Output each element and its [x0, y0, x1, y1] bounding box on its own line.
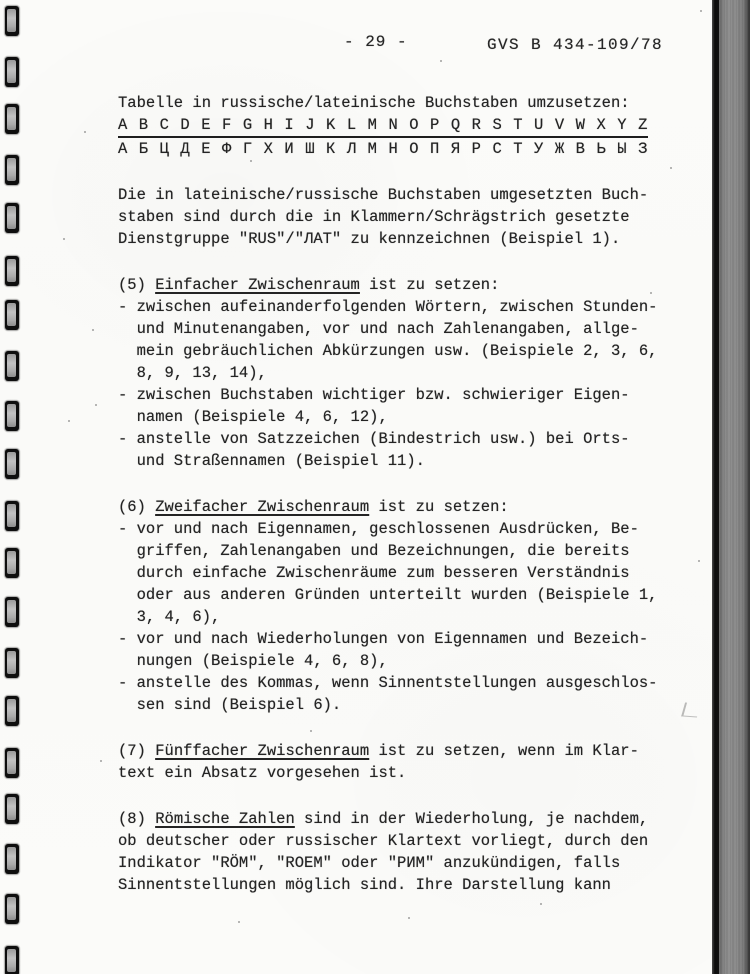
text-segment: griffen, Zahlenangaben und Bezeichnungen, die bereits — [118, 542, 630, 560]
text-segment: (6) — [118, 498, 156, 516]
binding-hole — [5, 6, 19, 36]
underlined-term: Zweifacher Zwischenraum — [155, 498, 370, 516]
scan-speck — [440, 60, 442, 62]
cyrillic-alphabet-row: А Б Ц Д Е Ф Г Х И Ш К Л М Н О П Я Р С Т У Ж В Ь Ы З — [118, 140, 649, 158]
scan-speck — [68, 420, 70, 422]
text-line — [118, 628, 678, 650]
text-segment: 8, 9, 13, 14), — [118, 364, 267, 382]
text-segment: Indikator "RÖM", "ROEM" oder "РИМ" anzukündigen, falls — [118, 854, 621, 872]
text-segment: (5) — [118, 276, 156, 294]
text-segment: Dienstgruppe "RUS"/"ЛАТ" zu kennzeichnen (Beispiel 1). — [118, 230, 621, 248]
scan-speck — [698, 560, 700, 562]
binding-hole — [5, 57, 19, 87]
binding-hole — [5, 794, 19, 824]
binding-hole — [5, 597, 19, 627]
scan-speck — [92, 329, 94, 331]
text-segment: Sinnentstellungen möglich sind. Ihre Darstellung kann — [118, 876, 611, 894]
text-line — [118, 650, 678, 672]
binding-hole — [5, 501, 19, 531]
text-line — [118, 496, 678, 518]
paragraphs-container — [118, 184, 678, 896]
text-segment: text ein Absatz vorgesehen ist. — [118, 764, 407, 782]
text-segment: Die in lateinische/russische Buchstaben umgesetzten Buch- — [118, 186, 649, 204]
binding-hole — [5, 548, 19, 578]
document-body — [118, 92, 678, 920]
text-line — [118, 762, 678, 784]
text-line — [118, 296, 678, 318]
text-segment: - anstelle des Kommas, wenn Sinnentstellungen ausgeschlos- — [118, 674, 658, 692]
text-line — [118, 228, 678, 250]
scan-edge-shadow — [712, 0, 719, 974]
binding-hole — [5, 449, 19, 479]
text-segment: und Minutenangaben, vor und nach Zahlenangaben, allge- — [118, 320, 639, 338]
page-number: - 29 - — [344, 33, 408, 51]
text-segment: (8) — [118, 810, 156, 828]
text-segment: - anstelle von Satzzeichen (Bindestrich usw.) bei Orts- — [118, 430, 630, 448]
binding-hole — [5, 696, 19, 726]
text-segment: durch einfache Zwischenräume zum besseren Verständnis — [118, 564, 630, 582]
binding-hole — [5, 351, 19, 381]
text-line — [118, 874, 678, 896]
text-segment: mein gebräuchlichen Abkürzungen usw. (Beispiele 2, 3, 6, — [118, 342, 658, 360]
intro-paragraph — [118, 184, 678, 250]
text-line — [118, 362, 678, 384]
text-line — [118, 740, 678, 762]
text-line — [118, 830, 678, 852]
text-segment: - zwischen Buchstaben wichtiger bzw. schwieriger Eigen- — [118, 386, 630, 404]
ink-smudge — [681, 702, 701, 717]
text-segment: - zwischen aufeinanderfolgenden Wörtern, zwischen Stunden- — [118, 298, 658, 316]
binding-hole — [5, 648, 19, 678]
text-line — [118, 318, 678, 340]
section-7 — [118, 740, 678, 784]
binding-hole — [5, 155, 19, 185]
binding-hole — [5, 748, 19, 778]
text-line — [118, 406, 678, 428]
scan-speck — [650, 292, 652, 294]
text-line — [118, 274, 678, 296]
scan-speck — [238, 921, 240, 923]
text-segment: oder aus anderen Gründen unterteilt wurden (Beispiele 1, — [118, 586, 658, 604]
scan-speck — [63, 238, 65, 240]
text-segment: 3, 4, 6), — [118, 608, 221, 626]
scan-speck — [540, 903, 542, 905]
binding-hole — [5, 844, 19, 874]
text-segment: - vor und nach Wiederholungen von Eigennamen und Bezeich- — [118, 630, 649, 648]
text-segment: ist zu setzen: — [369, 498, 509, 516]
latin-alphabet-row: A B C D E F G H I J K L M N O P Q R S T U V W X Y Z — [118, 114, 678, 138]
text-segment: ist zu setzen, wenn im Klar- — [369, 742, 639, 760]
transliteration-table — [118, 92, 678, 160]
scan-speck — [100, 760, 102, 762]
text-line — [118, 518, 678, 540]
underlined-term: Einfacher Zwischenraum — [155, 276, 360, 294]
section-8 — [118, 808, 678, 896]
text-line — [118, 206, 678, 228]
text-segment: (7) — [118, 742, 156, 760]
text-segment: namen (Beispiele 4, 6, 12), — [118, 408, 388, 426]
text-line — [118, 540, 678, 562]
text-line — [118, 606, 678, 628]
binding-hole — [5, 256, 19, 286]
binding-hole — [5, 894, 19, 924]
text-line — [118, 694, 678, 716]
binding-hole — [5, 946, 19, 974]
text-line — [118, 340, 678, 362]
binding-hole — [5, 401, 19, 431]
text-segment: nungen (Beispiele 4, 6, 8), — [118, 652, 388, 670]
scan-book-edge-band — [719, 0, 750, 974]
text-segment: - vor und nach Eigennamen, geschlossenen Ausdrücken, Be- — [118, 520, 639, 538]
text-line — [118, 428, 678, 450]
scan-speck — [670, 167, 672, 169]
text-line — [118, 808, 678, 830]
text-segment: sen sind (Beispiel 6). — [118, 696, 342, 714]
binding-hole — [5, 300, 19, 330]
scan-speck — [250, 160, 252, 162]
binding-hole — [5, 203, 19, 233]
text-segment: sind in der Wiederholung, je nachdem, — [294, 810, 649, 828]
document-reference-number: GVS B 434-109/78 — [487, 36, 664, 54]
binding-hole — [5, 104, 19, 134]
text-line — [118, 562, 678, 584]
text-segment: ob deutscher oder russischer Klartext vorliegt, durch den — [118, 832, 649, 850]
text-line — [118, 384, 678, 406]
scan-speck — [95, 404, 97, 406]
scan-speck — [310, 730, 312, 732]
text-line — [118, 584, 678, 606]
section-6 — [118, 496, 678, 716]
section-5 — [118, 274, 678, 472]
scan-speck — [408, 917, 410, 919]
text-line — [118, 450, 678, 472]
text-segment: und Straßennamen (Beispiel 11). — [118, 452, 425, 470]
text-segment: staben sind durch die in Klammern/Schrägstrich gesetzte — [118, 208, 630, 226]
underlined-term: Römische Zahlen — [155, 810, 295, 828]
scan-speck — [84, 131, 86, 133]
text-line — [118, 672, 678, 694]
text-line — [118, 184, 678, 206]
underlined-term: Fünffacher Zwischenraum — [155, 742, 370, 760]
text-line — [118, 852, 678, 874]
table-caption: Tabelle in russische/lateinische Buchstaben umzusetzen: — [118, 94, 630, 112]
scan-speck — [700, 10, 702, 12]
text-segment: ist zu setzen: — [359, 276, 500, 294]
